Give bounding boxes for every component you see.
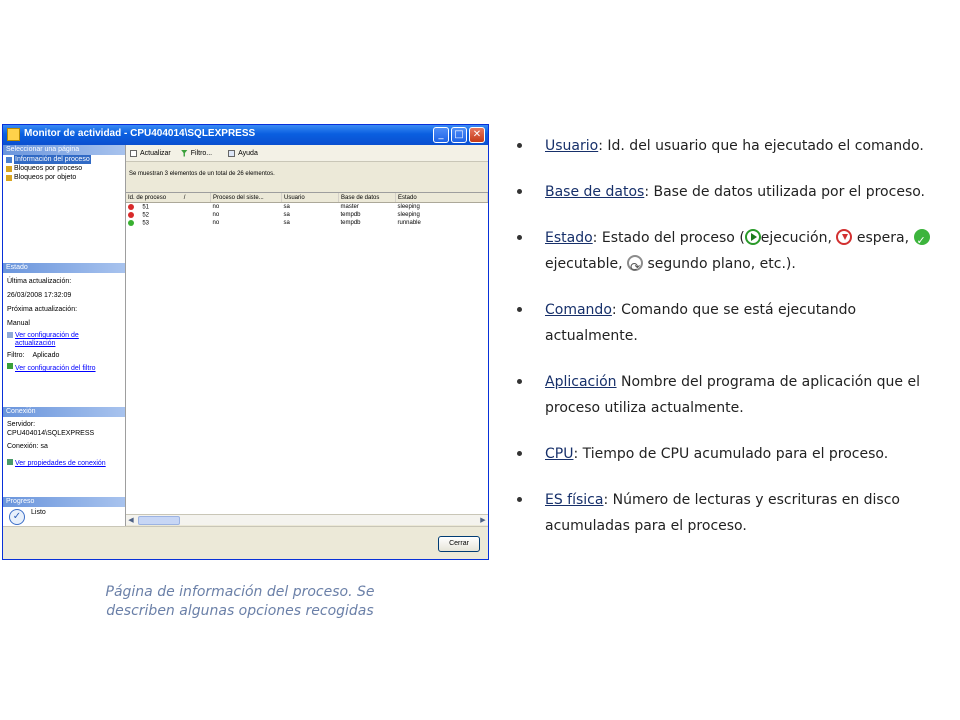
runnable-status-icon: [128, 220, 134, 226]
list-item: [517, 179, 952, 205]
user-cell: sa: [283, 204, 290, 210]
process-id-cell: 53: [142, 220, 150, 227]
refresh-label: Actualizar: [140, 149, 171, 157]
user-cell: sa: [283, 220, 290, 226]
maximize-button[interactable]: □: [451, 127, 467, 143]
list-item: [517, 441, 952, 467]
filter-icon: [7, 363, 13, 369]
next-update-value: Manual: [7, 320, 30, 327]
caption-line-2: describen algunas opciones recogidas: [106, 603, 374, 619]
term-separator: :: [644, 184, 654, 200]
refresh-icon: [627, 255, 643, 271]
ready-check-icon: ✓: [9, 509, 25, 525]
page-item-label: Información del proceso: [15, 156, 90, 163]
description-text: ejecutable,: [545, 256, 623, 272]
description-text: Número de lecturas y escrituras en disco acumuladas para el proceso.: [545, 492, 900, 534]
column-header-label: Id. de proceso: [128, 194, 167, 201]
user-cell: sa: [283, 212, 290, 218]
bullet-icon: [517, 307, 522, 312]
server-label: Servidor:: [7, 421, 36, 428]
filter-label: Filtro...: [190, 149, 213, 157]
database-cell: tempdb: [340, 220, 361, 226]
page-item-label: Bloqueos por objeto: [14, 174, 77, 181]
help-icon: [228, 150, 235, 157]
figure-caption: [40, 583, 440, 621]
play-icon: [745, 229, 761, 245]
term-aplicacion: Aplicación: [545, 374, 617, 390]
filter-label: Filtro:: [7, 352, 25, 359]
term-base-de-datos: Base de datos: [545, 184, 645, 200]
refresh-button[interactable]: [130, 150, 171, 157]
close-button[interactable]: Cerrar: [438, 536, 480, 552]
filter-funnel-icon: [181, 150, 188, 157]
list-item: [517, 133, 952, 159]
progress-value: Listo: [31, 509, 46, 516]
database-cell: master: [340, 204, 359, 210]
table-row[interactable]: [126, 203, 488, 212]
app-icon: [7, 128, 20, 141]
description-text: segundo plano, etc.).: [647, 256, 796, 272]
column-header-state[interactable]: Estado: [396, 193, 488, 203]
term-separator: :: [611, 302, 622, 318]
window-title: Monitor de actividad - CPU404014\SQLEXPRESS: [24, 128, 256, 139]
list-item: [517, 297, 952, 349]
bullet-icon: [517, 379, 522, 384]
view-filter-settings-link[interactable]: Ver configuración del filtro: [15, 365, 96, 372]
close-window-button[interactable]: ✕: [469, 127, 485, 143]
refresh-icon: [130, 150, 137, 157]
term-separator: :: [573, 446, 583, 462]
horizontal-scrollbar[interactable]: [126, 514, 488, 525]
check-icon: [914, 229, 930, 245]
description-text: Id. del usuario que ha ejecutado el comando.: [607, 138, 924, 154]
term-usuario: Usuario: [545, 138, 599, 154]
term-estado: Estado: [545, 230, 593, 246]
view-connection-properties-link[interactable]: Ver propiedades de conexión: [15, 460, 106, 467]
bullet-icon: [517, 497, 522, 502]
down-arrow-icon: [836, 229, 852, 245]
column-descriptions-list: [517, 133, 952, 559]
term-es-fisica: ES física: [545, 492, 604, 508]
description-text: Comando que se está ejecutando actualmente.: [545, 302, 857, 344]
next-update-label: Próxima actualización:: [7, 306, 78, 313]
state-cell: sleeping: [397, 204, 420, 210]
sort-indicator: /: [183, 194, 186, 201]
connection-icon: [7, 459, 13, 465]
system-process-cell: no: [212, 204, 220, 210]
bullet-icon: [517, 143, 522, 148]
system-process-cell: no: [212, 220, 220, 226]
settings-page-icon: [7, 332, 13, 338]
term-separator: :: [603, 492, 613, 508]
list-item: [517, 369, 952, 421]
term-comando: Comando: [545, 302, 612, 318]
view-refresh-settings-link[interactable]: Ver configuración de actualización: [14, 332, 79, 347]
process-id-cell: 51: [142, 204, 150, 211]
description-text: Estado del proceso (: [601, 230, 745, 246]
progress-header: Progreso: [3, 497, 125, 507]
state-cell: runnable: [397, 220, 421, 226]
last-update-value: 26/03/2008 17:32:09: [7, 292, 72, 299]
help-button[interactable]: [228, 150, 258, 157]
select-page-header: Seleccionar una página: [3, 145, 125, 155]
term-separator: :: [592, 230, 602, 246]
bullet-icon: [517, 189, 522, 194]
description-text: Tiempo de CPU acumulado para el proceso.: [582, 446, 889, 462]
filter-value: Aplicado: [32, 352, 60, 359]
table-row[interactable]: [126, 219, 488, 227]
lock-process-icon: [6, 166, 12, 172]
waiting-status-icon: [128, 204, 134, 210]
page-item-process-info[interactable]: [3, 155, 125, 164]
title-bar[interactable]: [3, 125, 488, 145]
toolbar: [126, 145, 488, 162]
process-grid: [126, 192, 488, 515]
column-header-system-process[interactable]: Proceso del siste...: [211, 193, 282, 203]
list-item: [517, 225, 952, 277]
caption-line-1: Página de información del proceso. Se: [105, 584, 375, 600]
left-pane: [3, 145, 126, 527]
lock-object-icon: [6, 175, 12, 181]
scroll-left-icon[interactable]: ◀: [128, 516, 134, 524]
page-item-locks-by-process[interactable]: [3, 164, 125, 173]
page-item-locks-by-object[interactable]: [3, 173, 125, 182]
state-header: Estado: [3, 263, 125, 273]
scroll-right-icon[interactable]: ▶: [480, 516, 486, 524]
grid-summary: Se muestran 3 elementos de un total de 26 elementos.: [129, 171, 275, 177]
minimize-button[interactable]: _: [433, 127, 449, 143]
term-cpu: CPU: [545, 446, 574, 462]
term-separator: :: [598, 138, 608, 154]
column-header-process-id[interactable]: [126, 193, 211, 203]
description-text: Base de datos utilizada por el proceso.: [653, 184, 926, 200]
connection-label: Conexión: sa: [7, 443, 48, 450]
column-header-database[interactable]: Base de datos: [339, 193, 396, 203]
page-item-label: Bloqueos por proceso: [14, 165, 83, 172]
filter-button[interactable]: [181, 150, 212, 157]
state-cell: sleeping: [397, 212, 420, 218]
table-row[interactable]: [126, 211, 488, 219]
column-header-user[interactable]: Usuario: [282, 193, 339, 203]
connection-header: Conexión: [3, 407, 125, 417]
database-cell: tempdb: [340, 212, 361, 218]
scrollbar-thumb[interactable]: [138, 516, 180, 525]
server-value: CPU404014\SQLEXPRESS: [7, 430, 95, 437]
description-text: espera,: [856, 230, 910, 246]
last-update-label: Última actualización:: [7, 278, 72, 285]
waiting-status-icon: [128, 212, 134, 218]
help-label: Ayuda: [238, 149, 258, 157]
system-process-cell: no: [212, 212, 220, 218]
bullet-icon: [517, 451, 522, 456]
activity-monitor-window: [2, 124, 489, 560]
list-item: [517, 487, 952, 539]
process-info-icon: [6, 157, 12, 163]
process-id-cell: 52: [142, 212, 150, 219]
description-text: ejecución,: [760, 230, 832, 246]
window-footer: [3, 526, 488, 559]
description-text: Nombre del programa de aplicación que el proceso utiliza actualmente.: [545, 374, 920, 416]
bullet-icon: [517, 235, 522, 240]
